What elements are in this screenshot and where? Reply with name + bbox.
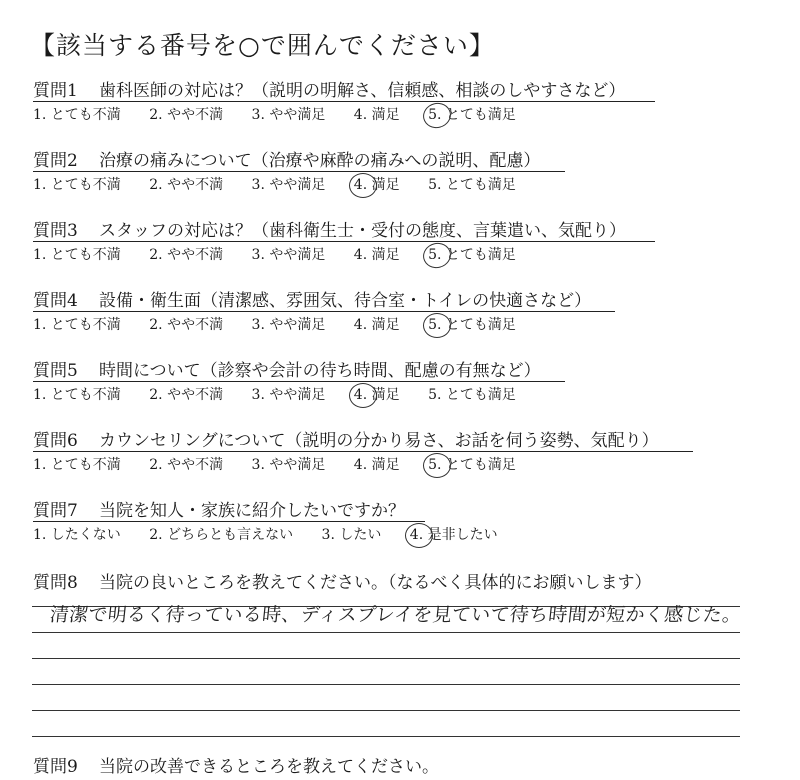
question-6: [33, 430, 659, 475]
answer-line: [32, 684, 740, 685]
option-5[interactable]: 5. とても満足: [428, 177, 516, 193]
option-2[interactable]: 2. やや不満: [149, 317, 224, 333]
option-3[interactable]: 3. やや満足: [251, 177, 326, 193]
option-2[interactable]: 2. やや不満: [149, 177, 224, 193]
option-4[interactable]: 4. 満足: [353, 247, 400, 263]
question-1-title: [33, 80, 625, 102]
option-4[interactable]: 4. 満足: [353, 317, 400, 333]
option-3[interactable]: 3. やや満足: [251, 107, 326, 123]
selection-circle: [420, 240, 453, 271]
question-3: [33, 220, 626, 265]
option-3[interactable]: 3. やや満足: [251, 457, 326, 473]
question-number: 質問4: [33, 291, 78, 311]
title-underline: [33, 311, 615, 312]
handwritten-answer[interactable]: 清潔で明るく待っている時、ディスプレイを見ていて待ち時間が短かく感じた。: [48, 604, 743, 626]
question-number: 質問1: [33, 81, 78, 101]
option-3[interactable]: 3. やや満足: [251, 317, 326, 333]
question-3-options: [33, 245, 626, 265]
question-7: [33, 500, 522, 545]
answer-line: [32, 736, 740, 737]
option-5-selected[interactable]: 5. とても満足: [428, 105, 516, 125]
question-1-options: [33, 105, 625, 125]
question-6-options: [33, 455, 659, 475]
question-text: カウンセリングについて（説明の分かり易さ、お話を伺う姿勢、気配り）: [99, 431, 659, 451]
selection-circle: [423, 313, 451, 338]
option-1[interactable]: 1. とても不満: [33, 247, 121, 263]
question-8-title: [33, 572, 652, 594]
title-underline: [33, 451, 693, 452]
option-4-selected[interactable]: 4. 満足: [354, 385, 400, 405]
question-number: 質問5: [33, 361, 78, 381]
option-2[interactable]: 2. やや不満: [149, 107, 224, 123]
question-6-title: [33, 430, 659, 452]
question-2-options: [33, 175, 540, 195]
option-2[interactable]: 2. どちらとも言えない: [149, 527, 294, 543]
option-5-selected[interactable]: 5. とても満足: [428, 455, 516, 475]
answer-line: [32, 632, 740, 633]
question-9-title: [33, 756, 439, 778]
question-7-title: [33, 500, 522, 522]
option-5-selected[interactable]: 5. とても満足: [428, 245, 516, 265]
question-text: 歯科医師の対応は？（説明の明解さ、信頼感、相談のしやすさなど）: [99, 81, 626, 101]
question-5: [33, 360, 541, 405]
question-number: 質問7: [33, 501, 78, 521]
title-underline: [33, 101, 655, 102]
option-1[interactable]: 1. とても不満: [33, 387, 121, 403]
option-4-selected[interactable]: 4. 是非したい: [410, 525, 498, 545]
question-number: 質問9: [33, 757, 78, 777]
selection-circle: [405, 523, 433, 548]
selection-circle: [349, 383, 377, 408]
option-5[interactable]: 5. とても満足: [428, 387, 516, 403]
option-1[interactable]: 1. とても不満: [33, 457, 121, 473]
question-text: 当院を知人・家族に紹介したいですか？: [99, 501, 405, 521]
answer-line: [32, 710, 740, 711]
answer-line: [32, 658, 740, 659]
question-text: 治療の痛みについて（治療や麻酔の痛みへの説明、配慮）: [99, 151, 541, 171]
option-4[interactable]: 4. 満足: [353, 457, 400, 473]
question-2-title: [33, 150, 540, 172]
selection-circle: [349, 173, 377, 198]
selection-circle: [420, 100, 453, 131]
option-5-selected[interactable]: 5. とても満足: [428, 315, 516, 335]
question-3-title: [33, 220, 626, 242]
question-number: 質問6: [33, 431, 78, 451]
title-underline: [33, 381, 565, 382]
question-4: [33, 290, 591, 335]
option-3[interactable]: 3. したい: [321, 527, 382, 543]
question-4-options: [33, 315, 591, 335]
title-underline: [33, 241, 655, 242]
option-1[interactable]: 1. とても不満: [33, 317, 121, 333]
title-underline: [33, 171, 565, 172]
question-7-options: [33, 525, 522, 545]
option-3[interactable]: 3. やや満足: [251, 247, 326, 263]
question-text: 当院の良いところを教えてください。（なるべく具体的にお願いします）: [99, 573, 652, 593]
instruction-header: 【該当する番号を○で囲んでください】: [30, 31, 495, 60]
selection-circle: [423, 453, 451, 478]
question-2: [33, 150, 540, 195]
option-3[interactable]: 3. やや満足: [251, 387, 326, 403]
question-1: [33, 80, 625, 125]
question-number: 質問8: [33, 573, 78, 593]
question-5-options: [33, 385, 541, 405]
option-4-selected[interactable]: 4. 満足: [354, 175, 400, 195]
title-underline: [33, 521, 425, 522]
question-text: スタッフの対応は？（歯科衛生士・受付の態度、言葉遣い、気配り）: [99, 221, 626, 241]
question-4-title: [33, 290, 591, 312]
question-text: 当院の改善できるところを教えてください。: [99, 757, 439, 777]
question-text: 時間について（診察や会計の待ち時間、配慮の有無など）: [99, 361, 541, 381]
option-2[interactable]: 2. やや不満: [149, 247, 224, 263]
question-text: 設備・衛生面（清潔感、雰囲気、待合室・トイレの快適さなど）: [99, 291, 592, 311]
option-1[interactable]: 1. したくない: [33, 527, 121, 543]
option-2[interactable]: 2. やや不満: [149, 457, 224, 473]
option-1[interactable]: 1. とても不満: [33, 177, 121, 193]
question-9: [33, 756, 439, 778]
option-2[interactable]: 2. やや不満: [149, 387, 224, 403]
question-number: 質問2: [33, 151, 78, 171]
option-4[interactable]: 4. 満足: [353, 107, 400, 123]
option-1[interactable]: 1. とても不満: [33, 107, 121, 123]
question-5-title: [33, 360, 541, 382]
question-8: [33, 572, 652, 594]
question-number: 質問3: [33, 221, 78, 241]
